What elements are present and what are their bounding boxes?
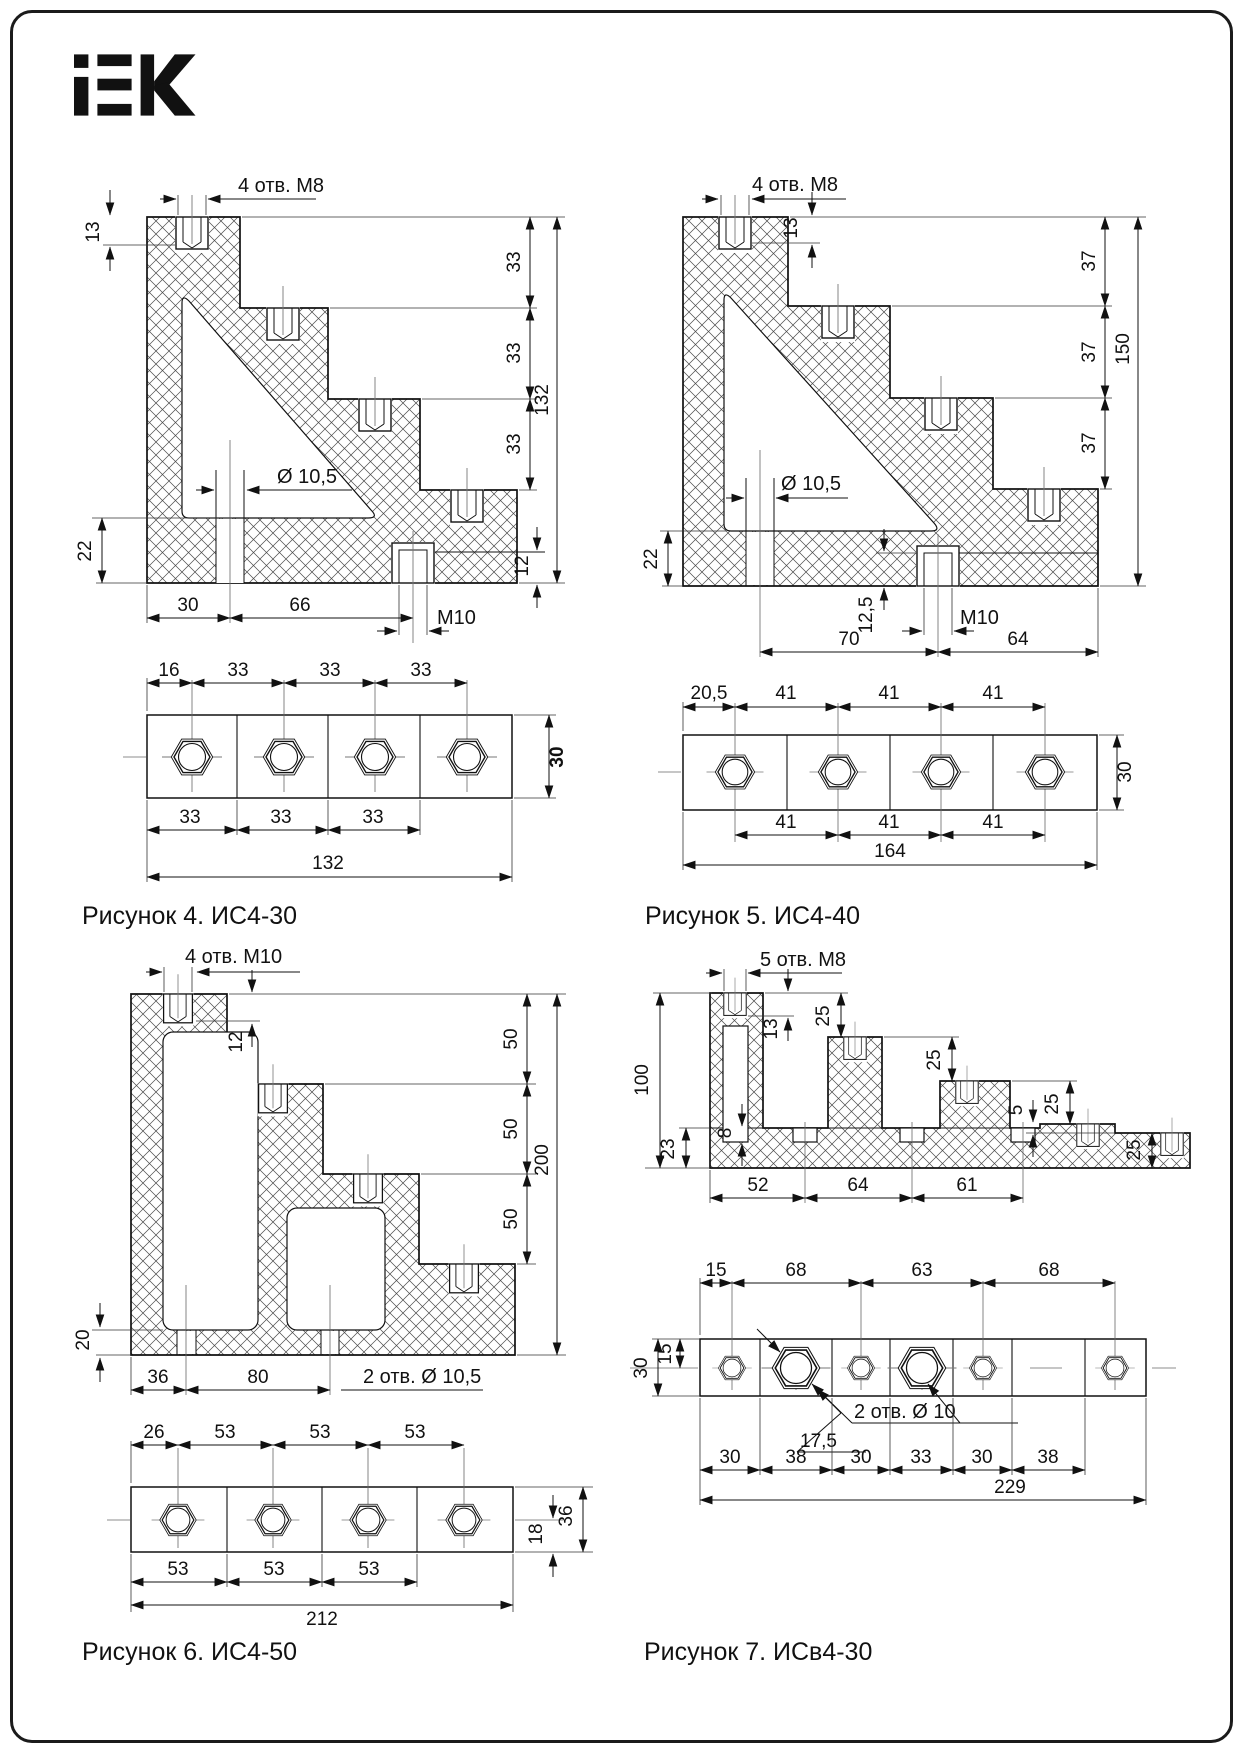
fig5-dim-37a: 37 [1079,250,1100,272]
fig4-bdim-b33b: 33 [270,807,292,828]
fig6-bdim-53b: 53 [309,1422,331,1443]
fig7-bdim-30b: 30 [850,1447,872,1468]
fig5-bdim-b41a: 41 [775,812,797,833]
fig7-bdim-38b: 38 [1037,1447,1059,1468]
fig7-bdim-15side: 15 [655,1343,676,1365]
fig7-dim-52: 52 [747,1175,769,1196]
fig5-dim-150: 150 [1113,333,1134,365]
fig4-dim-30: 30 [177,595,199,616]
fig7-bholes-label: 2 отв. Ø 10 [854,1401,956,1423]
fig4-side-view [75,175,565,643]
fig5-caption: Рисунок 5. ИС4-40 [645,902,861,930]
fig4-dim-33c: 33 [504,433,525,455]
fig6-bottom-view [107,1422,593,1630]
fig6-dim-80: 80 [247,1367,269,1388]
fig7-holes-label: 5 отв. М8 [760,949,847,971]
fig4-bdim-33c: 33 [410,660,432,681]
fig6-bdim-18: 18 [526,1523,547,1545]
fig7-dim-8: 8 [715,1127,736,1139]
fig6-holes-label: 4 отв. М10 [185,946,283,968]
fig5-bdim-30: 30 [1115,761,1136,783]
fig7-dim-25d: 25 [1124,1139,1145,1161]
fig7-bdim-15t: 15 [705,1260,727,1281]
fig5-bdim-205: 20,5 [690,683,728,704]
fig7-bdim-63: 63 [911,1260,933,1281]
fig5-bdim-41b: 41 [878,683,900,704]
fig7-caption: Рисунок 7. ИСв4-30 [644,1638,873,1666]
fig4-m10-label: M10 [437,607,476,629]
fig4-dim-132: 132 [532,384,553,416]
fig6-bdim-b53b: 53 [263,1559,285,1580]
fig5-bdim-b41c: 41 [982,812,1004,833]
fig6-side-view [73,946,566,1395]
fig5-side-view [641,174,1146,657]
fig7-bdim-68b: 68 [1038,1260,1060,1281]
fig5-dia-label: Ø 10,5 [781,473,842,495]
fig4-bdim-33a: 33 [227,660,249,681]
fig4-bdim-33b: 33 [319,660,341,681]
fig6-dim-50b: 50 [501,1118,522,1140]
fig4-dim-12: 12 [512,555,533,577]
fig7-bottom-view [630,1260,1176,1505]
fig5-holes-label: 4 отв. М8 [752,174,839,196]
fig5-bottom-view [658,683,1136,870]
fig4-bdim-16: 16 [158,660,180,681]
fig4-bdim-b33c: 33 [362,807,384,828]
fig4-dim-33b: 33 [504,342,525,364]
fig5-dim-125: 12,5 [856,596,877,634]
fig6-dim-50a: 50 [501,1028,522,1050]
fig6-bdim-53a: 53 [214,1422,236,1443]
fig6-bdim-36: 36 [556,1505,577,1527]
fig7-bdim-30side: 30 [631,1357,652,1379]
fig5-dim-70: 70 [838,629,860,650]
fig5-dim-37c: 37 [1079,432,1100,454]
fig5-bdim-b41b: 41 [878,812,900,833]
fig4-dim-22: 22 [75,540,96,562]
fig4-dim-13: 13 [83,221,104,243]
fig4-bdim-30: 30 [547,746,568,768]
fig6-bdim-53c: 53 [404,1422,426,1443]
fig6-caption: Рисунок 6. ИС4-50 [82,1638,298,1666]
fig5-bdim-41a: 41 [775,683,797,704]
fig7-bdim-68a: 68 [785,1260,807,1281]
fig6-bdim-26: 26 [143,1422,165,1443]
fig5-dim-37b: 37 [1079,341,1100,363]
fig6-dim-20: 20 [73,1329,94,1351]
fig7-dim-64: 64 [847,1175,869,1196]
fig7-bdim-229: 229 [994,1477,1026,1498]
fig7-dim-61: 61 [956,1175,978,1196]
fig7-dim-100: 100 [632,1064,653,1096]
fig5-bdim-41c: 41 [982,683,1004,704]
fig7-dim-5: 5 [1006,1104,1027,1116]
fig5-dim-13: 13 [781,217,802,239]
fig7-dim-25b: 25 [924,1049,945,1071]
fig6-bdim-b53c: 53 [358,1559,380,1580]
fig4-dim-33a: 33 [504,251,525,273]
fig5-m10-label: M10 [960,607,999,629]
fig5-dim-22: 22 [641,548,662,570]
fig6-dim-12: 12 [226,1031,247,1053]
fig7-bdim-33: 33 [910,1447,932,1468]
fig7-side-view [632,949,1190,1203]
fig7-dim-25c: 25 [1042,1093,1063,1115]
fig7-bdim-30c: 30 [971,1447,993,1468]
fig4-holes-label: 4 отв. М8 [238,175,325,197]
fig7-dim-13: 13 [761,1018,782,1040]
fig7-bdim-175: 17,5 [800,1431,837,1452]
fig4-bdim-132: 132 [312,853,344,874]
fig7-bdim-38a: 38 [785,1447,807,1468]
fig4-caption: Рисунок 4. ИС4-30 [82,902,298,930]
fig4-dim-66: 66 [289,595,311,616]
fig5-bdim-164: 164 [874,841,906,862]
fig6-dim-36: 36 [147,1367,169,1388]
fig7-dim-25a: 25 [813,1005,834,1027]
fig4-bdim-b33a: 33 [179,807,201,828]
fig6-holes2-label: 2 отв. Ø 10,5 [363,1366,482,1388]
fig6-bdim-212: 212 [306,1609,338,1630]
fig4-bottom-view [123,660,568,882]
fig5-dim-64: 64 [1007,629,1029,650]
fig6-dim-200: 200 [532,1144,553,1176]
fig4-dia-label: Ø 10,5 [277,466,338,488]
fig7-bdim-30a: 30 [719,1447,741,1468]
fig6-bdim-b53a: 53 [167,1559,189,1580]
fig6-dim-50c: 50 [501,1208,522,1230]
fig7-dim-23: 23 [658,1138,679,1160]
